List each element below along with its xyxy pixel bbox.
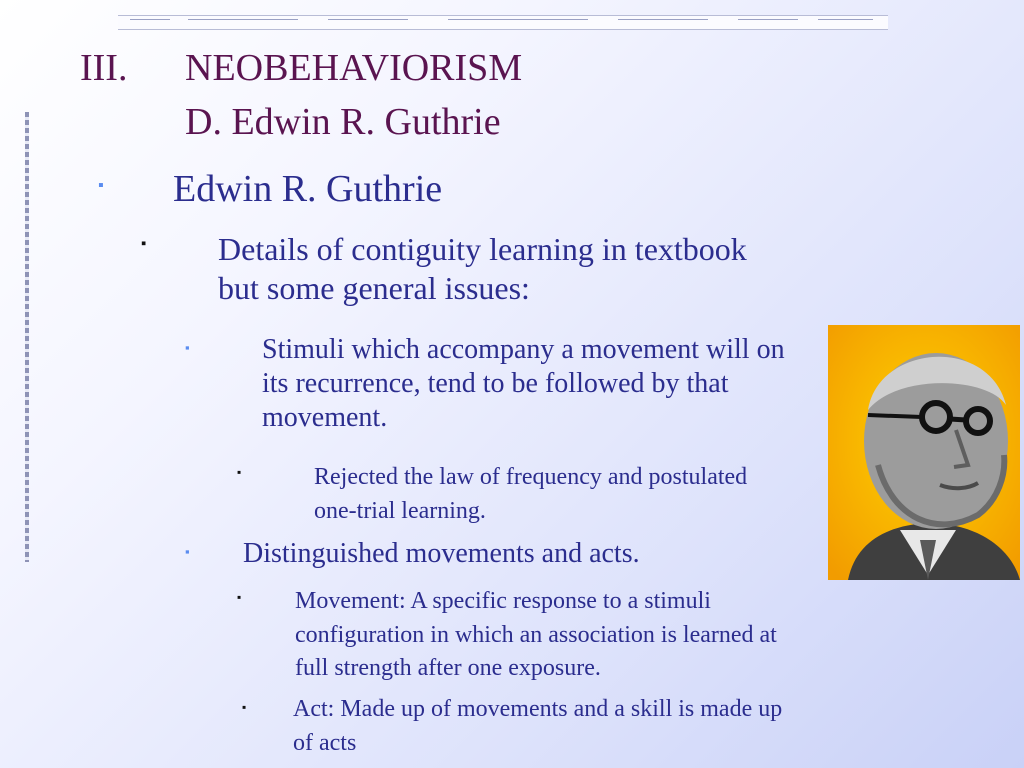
bullet-level2: Details of contiguity learning in textbook but some general issues: — [218, 231, 747, 306]
bullet-marker: ▪ — [98, 177, 104, 194]
section-title: NEOBEHAVIORISM — [185, 47, 523, 89]
bullet-marker: ▪ — [185, 544, 190, 559]
bullet-marker: ▪ — [237, 590, 242, 604]
slide-subtitle: D. Edwin R. Guthrie — [185, 101, 501, 143]
bullet-marker: ▪ — [141, 236, 147, 252]
bullet-level4: Act: Made up of movements and a skill is made up of acts — [293, 696, 783, 756]
slide-title — [80, 47, 523, 143]
top-decoration-bar — [118, 15, 888, 30]
bullet-level4: Rejected the law of frequency and postulated one-trial learning. — [314, 464, 748, 524]
left-decoration-bar — [25, 112, 29, 562]
bullet-marker: ▪ — [185, 340, 190, 355]
section-number: III. — [80, 47, 128, 89]
bullet-marker: ▪ — [242, 700, 247, 714]
portrait-photo — [828, 325, 1020, 580]
bullet-marker: ▪ — [237, 465, 242, 479]
bullet-level1: Edwin R. Guthrie — [173, 168, 443, 210]
bullet-level3: Distinguished movements and acts. — [243, 538, 640, 569]
bullet-level3: Stimuli which accompany a movement will on its recurrence, tend to be followed by that movement. — [262, 334, 785, 433]
bullet-level4: Movement: A specific response to a stimuli configuration in which an association is learned at full strength after one exposure. — [295, 588, 777, 682]
